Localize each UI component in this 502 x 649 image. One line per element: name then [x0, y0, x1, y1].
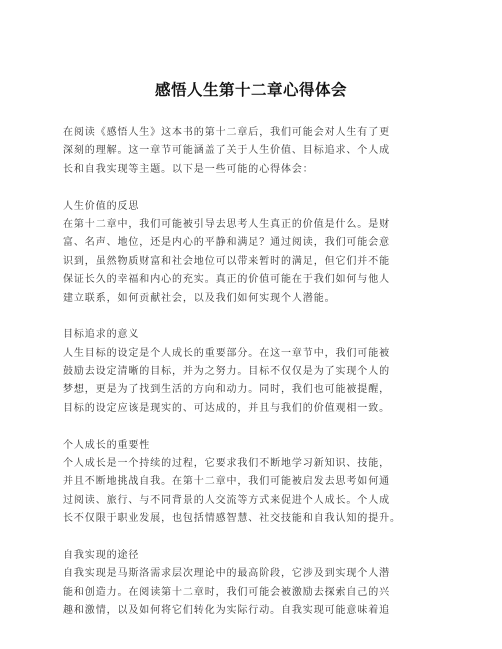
section-heading: 目标追求的意义: [63, 329, 140, 341]
text-line: 富、名声、地位，还是内心的平静和满足？通过阅读，我们可能会意: [63, 237, 390, 249]
document-body: [63, 124, 443, 621]
text-line: 能和创造力。在阅读第十二章时，我们可能会被激励去探索自己的兴: [63, 586, 390, 598]
text-line: 在第十二章中，我们可能被引导去思考人生真正的价值是什么。是财: [63, 218, 390, 230]
text-line: 个人成长是一个持续的过程，它要求我们不断地学习新知识、技能，: [63, 458, 390, 470]
text-line: 保证长久的幸福和内心的充实。真正的价值可能在于我们如何与他人: [63, 274, 390, 286]
text-line: 人生目标的设定是个人成长的重要部分。在这一章节中，我们可能被: [63, 347, 390, 359]
section-self-actualization: [63, 547, 443, 621]
paragraph-gap: [63, 308, 443, 326]
text-line: 建立联系，如何贡献社会，以及我们如何实现个人潜能。: [63, 292, 336, 304]
text-line: 在阅读《感悟人生》这本书的第十二章后，我们可能会对人生有了更: [63, 127, 390, 138]
paragraph-gap: [63, 418, 443, 436]
paragraph-gap: [63, 529, 443, 547]
section-heading: 人生价值的反思: [63, 200, 140, 212]
text-line: 鼓励去设定清晰的目标，并为之努力。目标不仅仅是为了实现个人的: [63, 366, 390, 378]
text-line: 趣和激情，以及如何将它们转化为实际行动。自我实现可能意味着追: [63, 605, 390, 617]
document-title: 感悟人生第十二章心得体会: [154, 81, 347, 99]
text-line: 深刻的理解。这一章节可能涵盖了关于人生价值、目标追求、个人成: [63, 145, 390, 157]
section-value: [63, 198, 443, 308]
paragraph-gap: [63, 179, 443, 197]
text-line: 目标的设定应该是现实的、可达成的，并且与我们的价值观相一致。: [63, 402, 390, 414]
text-line: 识到，虽然物质财富和社会地位可以带来暂时的满足，但它们并不能: [63, 255, 390, 267]
text-line: 长和自我实现等主题。以下是一些可能的心得体会：: [63, 163, 314, 175]
text-line: 并且不断地挑战自我。在第十二章中，我们可能被启发去思考如何通: [63, 476, 390, 488]
text-line: 自我实现是马斯洛需求层次理论中的最高阶段，它涉及到实现个人潜: [63, 568, 390, 580]
text-line: 过阅读、旅行、与不同背景的人交流等方式来促进个人成长。个人成: [63, 494, 390, 506]
intro-paragraph: [63, 124, 443, 179]
section-growth: [63, 437, 443, 529]
text-line: 长不仅限于职业发展，也包括情感智慧、社交技能和自我认知的提升。: [63, 513, 401, 525]
text-line: 梦想，更是为了找到生活的方向和动力。同时，我们也可能被提醒，: [63, 384, 390, 396]
section-heading: 个人成长的重要性: [63, 439, 151, 451]
section-goals: [63, 326, 443, 418]
section-heading: 自我实现的途径: [63, 549, 140, 561]
